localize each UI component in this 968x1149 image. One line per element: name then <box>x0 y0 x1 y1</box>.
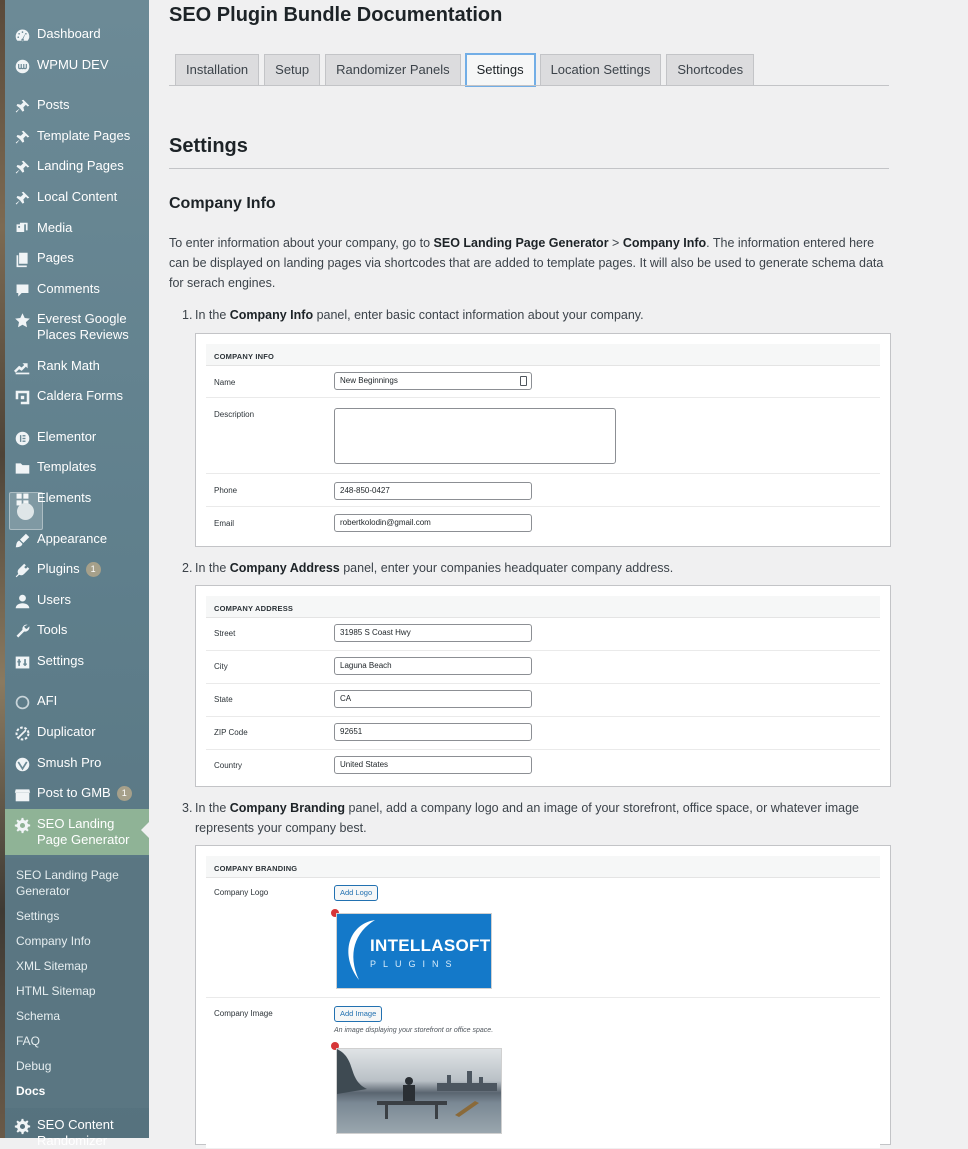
sidebar-item-wpmu-dev[interactable]: WPMU DEV <box>5 57 149 75</box>
city-input: Laguna Beach <box>334 657 532 675</box>
pin-icon <box>12 97 32 115</box>
user-icon <box>12 592 32 610</box>
panel-row-country: Country United States <box>206 750 880 783</box>
panel-row-state: State CA <box>206 684 880 717</box>
widget-orb-icon <box>17 503 34 520</box>
panel-title: COMPANY INFO <box>206 344 880 366</box>
pin-icon <box>12 158 32 176</box>
submenu-faq[interactable]: FAQ <box>16 1034 41 1048</box>
wrench-icon <box>12 622 32 640</box>
step-1: 1. In the Company Info panel, enter basic contact information about your company. <box>182 308 644 322</box>
add-logo-button: Add Logo <box>334 885 378 901</box>
panel-row-zip: ZIP Code 92651 <box>206 717 880 750</box>
seo-lpg-submenu <box>5 858 149 1108</box>
sidebar-item-duplicator[interactable]: Duplicator <box>5 724 149 742</box>
panel-row-logo: Company Logo Add Logo INTELLASOFT PLUGINS <box>206 878 880 998</box>
wpmudev-icon <box>12 57 32 75</box>
gmb-icon <box>12 785 32 803</box>
submenu-html-sitemap[interactable]: HTML Sitemap <box>16 984 96 998</box>
email-input: robertkolodin@gmail.com <box>334 514 532 532</box>
company-info-panel-screenshot <box>195 333 891 547</box>
sidebar-item-tools[interactable]: Tools <box>5 622 149 640</box>
add-image-button: Add Image <box>334 1006 382 1022</box>
rank-math-icon <box>12 358 32 376</box>
sidebar-item-pages[interactable]: Pages <box>5 250 149 268</box>
smush-icon <box>12 755 32 773</box>
panel-row-image: Company Image Add Image An image displaying your storefront or office space. <box>206 998 880 1148</box>
comments-icon <box>12 281 32 299</box>
pages-icon <box>12 250 32 268</box>
pin-icon <box>12 189 32 207</box>
sidebar-item-template-pages[interactable]: Template Pages <box>5 128 149 146</box>
sidebar-item-media[interactable]: Media <box>5 220 149 238</box>
panel-row-street: Street 31985 S Coast Hwy <box>206 618 880 651</box>
sidebar-item-rank-math[interactable]: Rank Math <box>5 358 149 376</box>
plugin-icon <box>12 561 32 579</box>
company-storefront-image <box>336 1048 502 1134</box>
lake-scene-icon <box>337 1049 503 1135</box>
state-input: CA <box>334 690 532 708</box>
elementor-icon <box>12 429 32 447</box>
autofill-icon <box>520 376 527 386</box>
street-input: 31985 S Coast Hwy <box>334 624 532 642</box>
step-2: 2. In the Company Address panel, enter your companies headquater company address. <box>182 561 674 575</box>
tab-randomizer-panels[interactable]: Randomizer Panels <box>325 54 460 85</box>
sidebar-item-smush-pro[interactable]: Smush Pro <box>5 755 149 773</box>
sidebar-item-plugins[interactable]: Plugins 1 <box>5 561 149 579</box>
sidebar-item-elements[interactable]: Elements <box>5 490 149 508</box>
tab-settings[interactable]: Settings <box>466 54 535 86</box>
sidebar-item-caldera-forms[interactable]: Caldera Forms <box>5 388 149 406</box>
admin-sidebar <box>5 0 149 1148</box>
tab-setup[interactable]: Setup <box>264 54 320 85</box>
star-icon <box>12 311 32 329</box>
name-input: New Beginnings <box>334 372 532 390</box>
gear-icon <box>12 1117 32 1135</box>
sidebar-item-comments[interactable]: Comments <box>5 281 149 299</box>
panel-row-city: City Laguna Beach <box>206 651 880 684</box>
plugins-update-badge: 1 <box>86 562 101 577</box>
intro-paragraph: To enter information about your company, go to SEO Landing Page Generator > Company Info. The information entered here can be displayed on landing pages via shortcodes that are added to template pages. It will also be used to generate schema data for serach engines. <box>169 236 884 290</box>
settings-icon <box>12 653 32 671</box>
caldera-icon <box>12 388 32 406</box>
floating-widget[interactable] <box>9 492 43 530</box>
country-input: United States <box>334 756 532 774</box>
sidebar-item-seo-landing-page-generator[interactable]: SEO Landing Page Generator <box>5 809 149 855</box>
pin-icon <box>12 128 32 146</box>
folder-icon <box>12 459 32 477</box>
submenu-debug[interactable]: Debug <box>16 1059 52 1073</box>
sidebar-item-users[interactable]: Users <box>5 592 149 610</box>
sidebar-item-posts[interactable]: Posts <box>5 97 149 115</box>
company-branding-panel-screenshot <box>195 845 891 1145</box>
sidebar-item-appearance[interactable]: Appearance <box>5 531 149 549</box>
page-title: SEO Plugin Bundle Documentation <box>169 4 503 26</box>
dashboard-icon <box>12 26 32 44</box>
description-textarea <box>334 408 616 464</box>
duplicator-icon <box>12 724 32 742</box>
submenu-schema[interactable]: Schema <box>16 1009 61 1023</box>
submenu-settings[interactable]: Settings <box>16 909 60 923</box>
panel-row-description: Description <box>206 398 880 474</box>
step-3: 3. In the Company Branding panel, add a company logo and an image of your storefront, office space, or whatever image represents your company best. <box>182 801 860 835</box>
media-icon <box>12 220 32 238</box>
gmb-update-badge: 1 <box>117 786 132 801</box>
panel-title: COMPANY BRANDING <box>206 856 880 878</box>
panel-row-phone: Phone 248-850-0427 <box>206 474 880 507</box>
company-logo-image: INTELLASOFT PLUGINS <box>336 913 492 989</box>
panel-row-name: Name New Beginnings <box>206 366 880 398</box>
gear-icon <box>12 816 32 834</box>
submenu-docs[interactable]: Docs <box>16 1084 46 1098</box>
tab-location-settings[interactable]: Location Settings <box>540 54 662 85</box>
sidebar-item-post-to-gmb[interactable]: Post to GMB 1 <box>5 785 149 803</box>
tab-installation[interactable]: Installation <box>175 54 259 85</box>
doc-tabs <box>175 54 759 86</box>
sidebar-item-settings[interactable]: Settings <box>5 653 149 671</box>
sidebar-item-elementor[interactable]: Elementor <box>5 429 149 447</box>
afi-icon <box>12 693 32 711</box>
panel-row-email: Email robertkolodin@gmail.com <box>206 507 880 540</box>
sidebar-item-everest-reviews[interactable]: Everest Google Places Reviews <box>5 311 149 343</box>
sidebar-item-dashboard[interactable]: Dashboard <box>5 26 149 44</box>
phone-input: 248-850-0427 <box>334 482 532 500</box>
brush-icon <box>12 531 32 549</box>
sidebar-item-local-content[interactable]: Local Content <box>5 189 149 207</box>
zip-input: 92651 <box>334 723 532 741</box>
company-address-panel-screenshot <box>195 585 891 787</box>
sidebar-item-afi[interactable]: AFI <box>5 693 149 711</box>
sidebar-item-templates[interactable]: Templates <box>5 459 149 477</box>
panel-title: COMPANY ADDRESS <box>206 596 880 618</box>
sidebar-item-landing-pages[interactable]: Landing Pages <box>5 158 149 176</box>
submenu-company-info[interactable]: Company Info <box>16 934 91 948</box>
subsection-heading: Company Info <box>169 195 276 212</box>
submenu-xml-sitemap[interactable]: XML Sitemap <box>16 959 88 973</box>
tab-divider <box>169 85 889 86</box>
tab-shortcodes[interactable]: Shortcodes <box>666 54 754 85</box>
section-heading: Settings <box>169 135 248 157</box>
submenu-seo-landing-page-generator[interactable]: SEO Landing Page Generator <box>16 868 119 898</box>
section-divider <box>169 168 889 169</box>
sidebar-item-seo-content-randomizer[interactable]: SEO Content Randomizer <box>5 1117 149 1149</box>
